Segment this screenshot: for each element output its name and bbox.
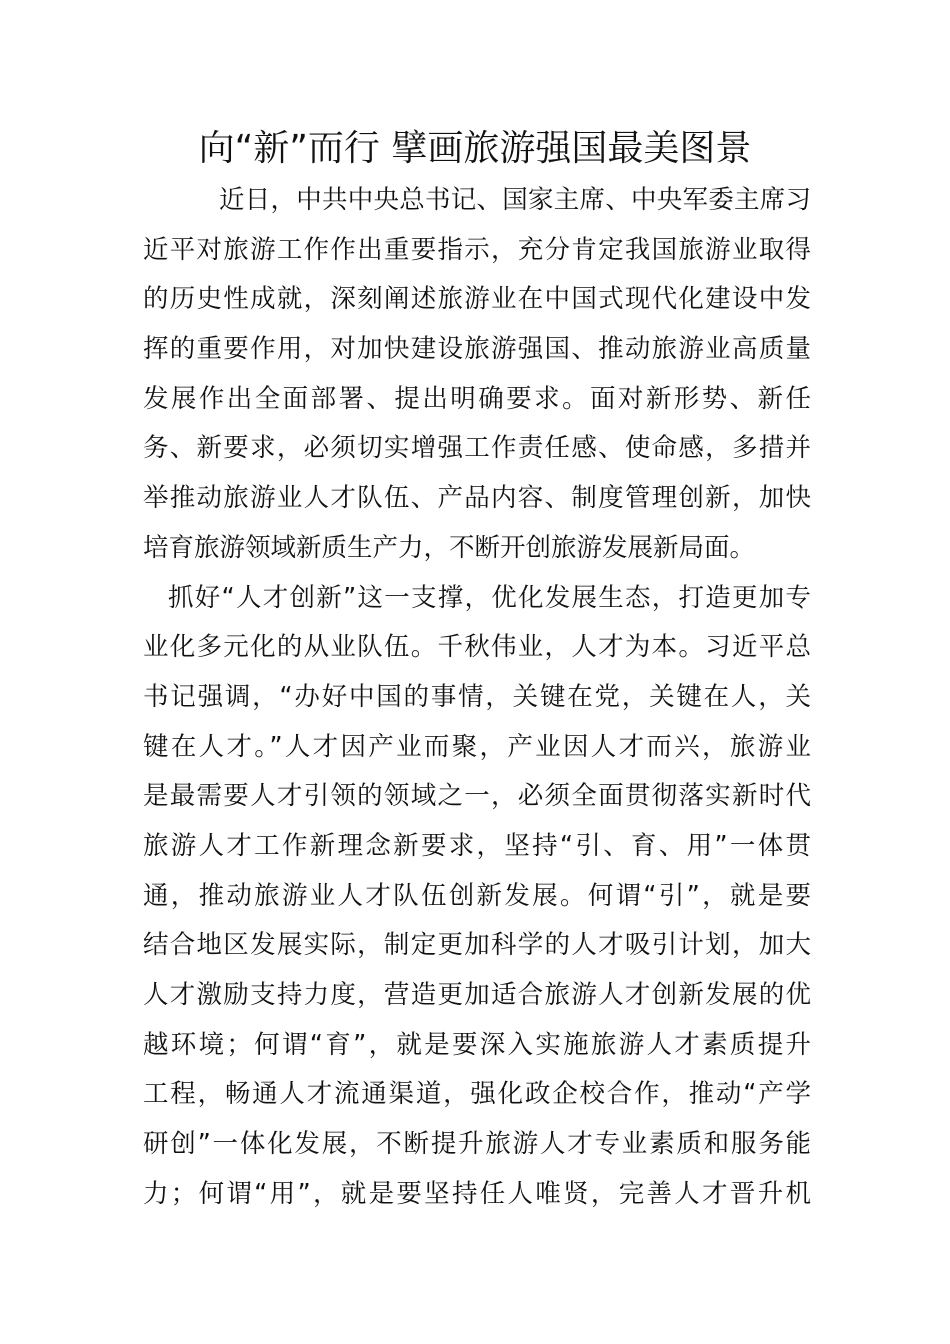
document-title: 向“新”而行 擘画旅游强国最美图景 [198, 128, 752, 169]
text-line: 近平对旅游工作作出重要指示，充分肯定我国旅游业取得 [143, 234, 811, 265]
text-line: 力；何谓“用”，就是要坚持任人唯贤，完善人才晋升机 [143, 1178, 811, 1209]
text-line: 务、新要求，必须切实增强工作责任感、使命感，多措并 [143, 433, 811, 464]
text-line: 通，推动旅游业人才队伍创新发展。何谓“引”，就是要 [143, 880, 811, 911]
text-line: 工程，畅通人才流通渠道，强化政企校合作，推动“产学 [143, 1079, 811, 1110]
text-line: 结合地区发展实际，制定更加科学的人才吸引计划，加大 [143, 930, 811, 961]
text-line: 是最需要人才引领的领域之一，必须全面贯彻落实新时代 [143, 781, 811, 812]
text-line: 越环境；何谓“育”，就是要深入实施旅游人才素质提升 [143, 1029, 811, 1060]
paragraph-1 [143, 176, 811, 574]
document-body [143, 176, 811, 1219]
text-line: 近日，中共中央总书记、国家主席、中央军委主席习 [219, 185, 811, 215]
text-line: 的历史性成就，深刻阐述旅游业在中国式现代化建设中发 [143, 284, 811, 315]
text-line: 研创”一体化发展，不断提升旅游人才专业素质和服务能 [143, 1129, 811, 1160]
text-line: 抓好“人才创新”这一支撑，优化发展生态，打造更加专 [168, 582, 811, 613]
text-line: 人才激励支持力度，营造更加适合旅游人才创新发展的优 [143, 980, 811, 1010]
text-line: 业化多元化的从业队伍。千秋伟业，人才为本。习近平总 [143, 632, 811, 663]
text-line: 培育旅游领域新质生产力，不断开创旅游发展新局面。 [143, 532, 756, 563]
text-line: 挥的重要作用，对加快建设旅游强国、推动旅游业高质量 [143, 334, 811, 365]
text-line: 举推动旅游业人才队伍、产品内容、制度管理创新，加快 [143, 483, 811, 514]
text-line: 发展作出全面部署、提出明确要求。面对新形势、新任 [143, 383, 811, 414]
text-line: 键在人才。”人才因产业而聚，产业因人才而兴，旅游业 [143, 731, 811, 762]
text-line: 旅游人才工作新理念新要求，坚持“引、育、用”一体贯 [143, 830, 811, 861]
paragraph-2 [143, 574, 811, 1220]
text-line: 书记强调，“办好中国的事情，关键在党，关键在人，关 [143, 681, 811, 712]
